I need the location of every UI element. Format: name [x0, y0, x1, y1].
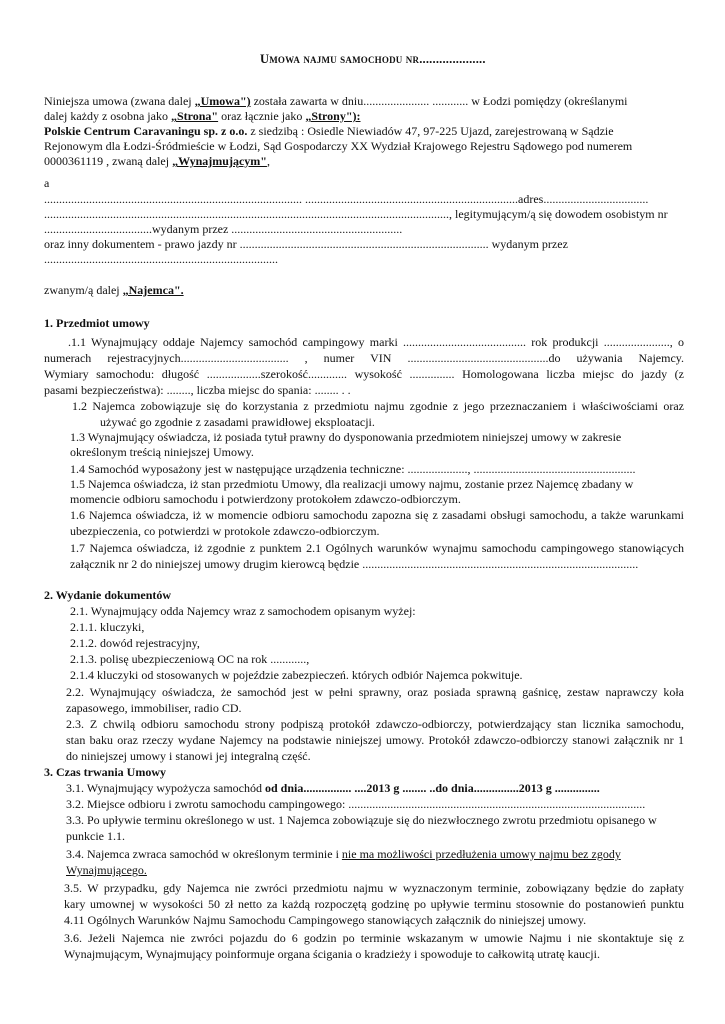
clause-1-5-line-1: 1.5 Najemca oświadcza, iż stan przedmiotu Umowy, dla realizacji umowy najmu, zostanie przez Najemcę zbadany w: [70, 477, 634, 491]
clause-1-2: 1.2 Najemca zobowiązuje się do korzystania z przedmiotu najmu zgodnie z jego przeznaczaniem i właściwościami oraz używać go zgodnie z zasadami prawidłowej eksploatacji.: [72, 399, 684, 429]
strona-term: „Strona": [170, 109, 219, 123]
clause-1-1: .1.1 Wynajmujący oddaje Najemcy samochód campingowy marki ......................................... rok produkcji ......................, o numerach rejestracyjnych.................................... , numer VIN ...............................................do używania Najemcy. Wymiary samochodu: długość ..................szerokość............. wysokość ............... Homologowana liczba miejsc do jazdy (z pasami bezpieczeństwa): ........, liczba miejsc do spania: ........ . .: [44, 335, 684, 397]
clause-3-6: 3.6. Jeżeli Najemca nie zwróci pojazdu do 6 godzin po terminie wskazanym w umowie Najmu i nie skontaktuje się z Wynajmującym, Wynajmujący poinformuje organa ścigania o kradzieży i spowoduje to całkowitą utratę kaucji.: [64, 931, 684, 961]
party-line-4: oraz inny dokumentem - prawo jazdy nr ................................................................................... wydanym przez: [44, 237, 568, 251]
clause-3-4-line-2: Wynajmującego.: [66, 863, 147, 877]
clause-1-7: 1.7 Najemca oświadcza, iż zgodnie z punktem 2.1 Ogólnych warunków wynajmu samochodu campingowego stanowiących załącznik nr 2 do niniejszej umowy drugim kierowcą będzie ............................................................................................: [70, 541, 684, 571]
clause-3-5: 3.5. W przypadku, gdy Najemca nie zwróci przedmiotu najmu w wyznaczonym terminie, zobowiązany będzie do zapłaty kary umownej w wysokości 50 zł netto za każdą rozpoczętą godzinę po upływie terminu stosownie do postanowień punktu 4.11 Ogólnych Warunków Najmu Samochodu Campingowego stanowiących załącznik do niniejszej umowy.: [64, 881, 684, 927]
intro-line-5: 0000361119 , zwaną dalej „Wynajmującym",: [44, 154, 270, 168]
company-name: Polskie Centrum Caravaningu sp. z o.o.: [44, 124, 248, 138]
clause-1-3-line-1: 1.3 Wynajmujący oświadcza, iż posiada tytuł prawny do dysponowania przedmiotem niniejszej umowy w zakresie: [70, 430, 622, 444]
clause-1-4: 1.4 Samochód wyposażony jest w następujące urządzenia techniczne: ...................., ......................................................: [70, 462, 636, 476]
intro-line-3: Polskie Centrum Caravaningu sp. z o.o. z siedzibą : Osiedle Niewiadów 47, 97-225 Ujazd, zarejestrowaną w Sądzie: [44, 124, 614, 138]
party-a: a: [44, 176, 50, 190]
najemca-term: „Najemca".: [122, 283, 184, 297]
clause-2-1: 2.1. Wynajmujący odda Najemcy wraz z samochodem opisanym wyżej:: [70, 604, 416, 618]
clause-2-2: 2.2. Wynajmujący oświadcza, że samochód jest w pełni sprawny, oraz posiada sprawną gaśnicę, zestaw naprawczy koła zapasowego, immobiliser, radio CD.: [66, 685, 684, 715]
no-extension-notice: nie ma możliwości przedłużenia umowy najmu bez zgody: [341, 847, 621, 861]
section-2-heading: 2. Wydanie dokumentów: [44, 588, 172, 602]
clause-3-1: 3.1. Wynajmujący wypożycza samochód od dnia................ ....2013 g ........ ..do dnia...............2013 g ...............: [66, 781, 600, 795]
clause-3-3-line-1: 3.3. Po upływie terminu określonego w ust. 1 Najemca zobowiązuje się do niezwłocznego zwrotu przedmiotu opisanego w: [66, 813, 657, 827]
intro-line-2: dalej każdy z osobna jako „Strona" oraz łącznie jako „Strony"):: [44, 109, 361, 123]
intro-line-4: Rejonowym dla Łodzi-Śródmieście w Łodzi, Sąd Gospodarczy XX Wydział Krajowego Rejestru Sądowego pod numerem: [44, 139, 633, 153]
document-title: Umowa najmu samochodu nr....................: [260, 52, 486, 66]
party-line-3: ....................................wydanym przez .........................................................: [44, 222, 403, 236]
clause-1-6: 1.6 Najemca oświadcza, iż w momencie odbioru samochodu zapozna się z zasadami obsługi samochodu, a także warunkami ubezpieczenia, co potwierdzi w protokole zdawczo-odbiorczym.: [70, 508, 684, 538]
clause-3-3-line-2: punkcie 1.1.: [66, 829, 125, 843]
wynajmujacy-term: „Wynajmującym": [172, 154, 267, 168]
clause-2-1-1: 2.1.1. kluczyki,: [70, 620, 145, 634]
party-najemca: zwanym/ą dalej „Najemca".: [44, 283, 184, 297]
section-1-heading: 1. Przedmiot umowy: [44, 316, 150, 330]
party-line-1: ...................................................................................... .......................................................................adres...................................: [44, 192, 649, 206]
umowa-term: „Umowa"): [194, 94, 251, 108]
clause-2-1-2: 2.1.2. dowód rejestracyjny,: [70, 636, 200, 650]
party-line-5: ..............................................................................: [44, 252, 278, 266]
clause-2-3: 2.3. Z chwilą odbioru samochodu strony podpiszą protokół zdawczo-odbiorczy, potwierdzający stan licznika samochodu, stan baku oraz rzeczy wydane Najemcy na podstawie niniejszej umowy. Protokół zdawczo-odbiorczy stanowi załącznik nr 1 do niniejszej umowy i stanowi jej integralną część.: [66, 717, 684, 763]
party-line-2: ......................................................................................................................................., legitymującym/ą się dowodem osobistym nr: [44, 207, 668, 221]
clause-1-5-line-2: momencie odbioru samochodu i potwierdzony protokołem zdawczo-odbiorczym.: [70, 492, 461, 506]
rental-period: od dnia................ ....2013 g ........ ..do dnia...............2013 g ...............: [265, 781, 600, 795]
clause-2-1-4: 2.1.4 kluczyki od stosowanych w pojeździe zabezpieczeń. których odbiór Najemca pokwituje.: [70, 668, 523, 682]
clause-2-1-3: 2.1.3. polisę ubezpieczeniową OC na rok ............,: [70, 652, 310, 666]
clause-1-3-line-2: określonym treścią niniejszej Umowy.: [70, 445, 254, 459]
section-3-heading: 3. Czas trwania Umowy: [44, 765, 166, 779]
clause-3-2: 3.2. Miejsce odbioru i zwrotu samochodu campingowego: ...................................................................................................: [66, 797, 646, 811]
strony-term: „Strony"):: [305, 109, 361, 123]
intro-line-1: Niniejsza umowa (zwana dalej „Umowa") została zawarta w dniu...................... ............ w Łodzi pomiędzy (określanymi: [44, 94, 628, 108]
clause-3-4-line-1: 3.4. Najemca zwraca samochód w określonym terminie i nie ma możliwości przedłużenia umowy najmu bez zgody: [66, 847, 621, 861]
